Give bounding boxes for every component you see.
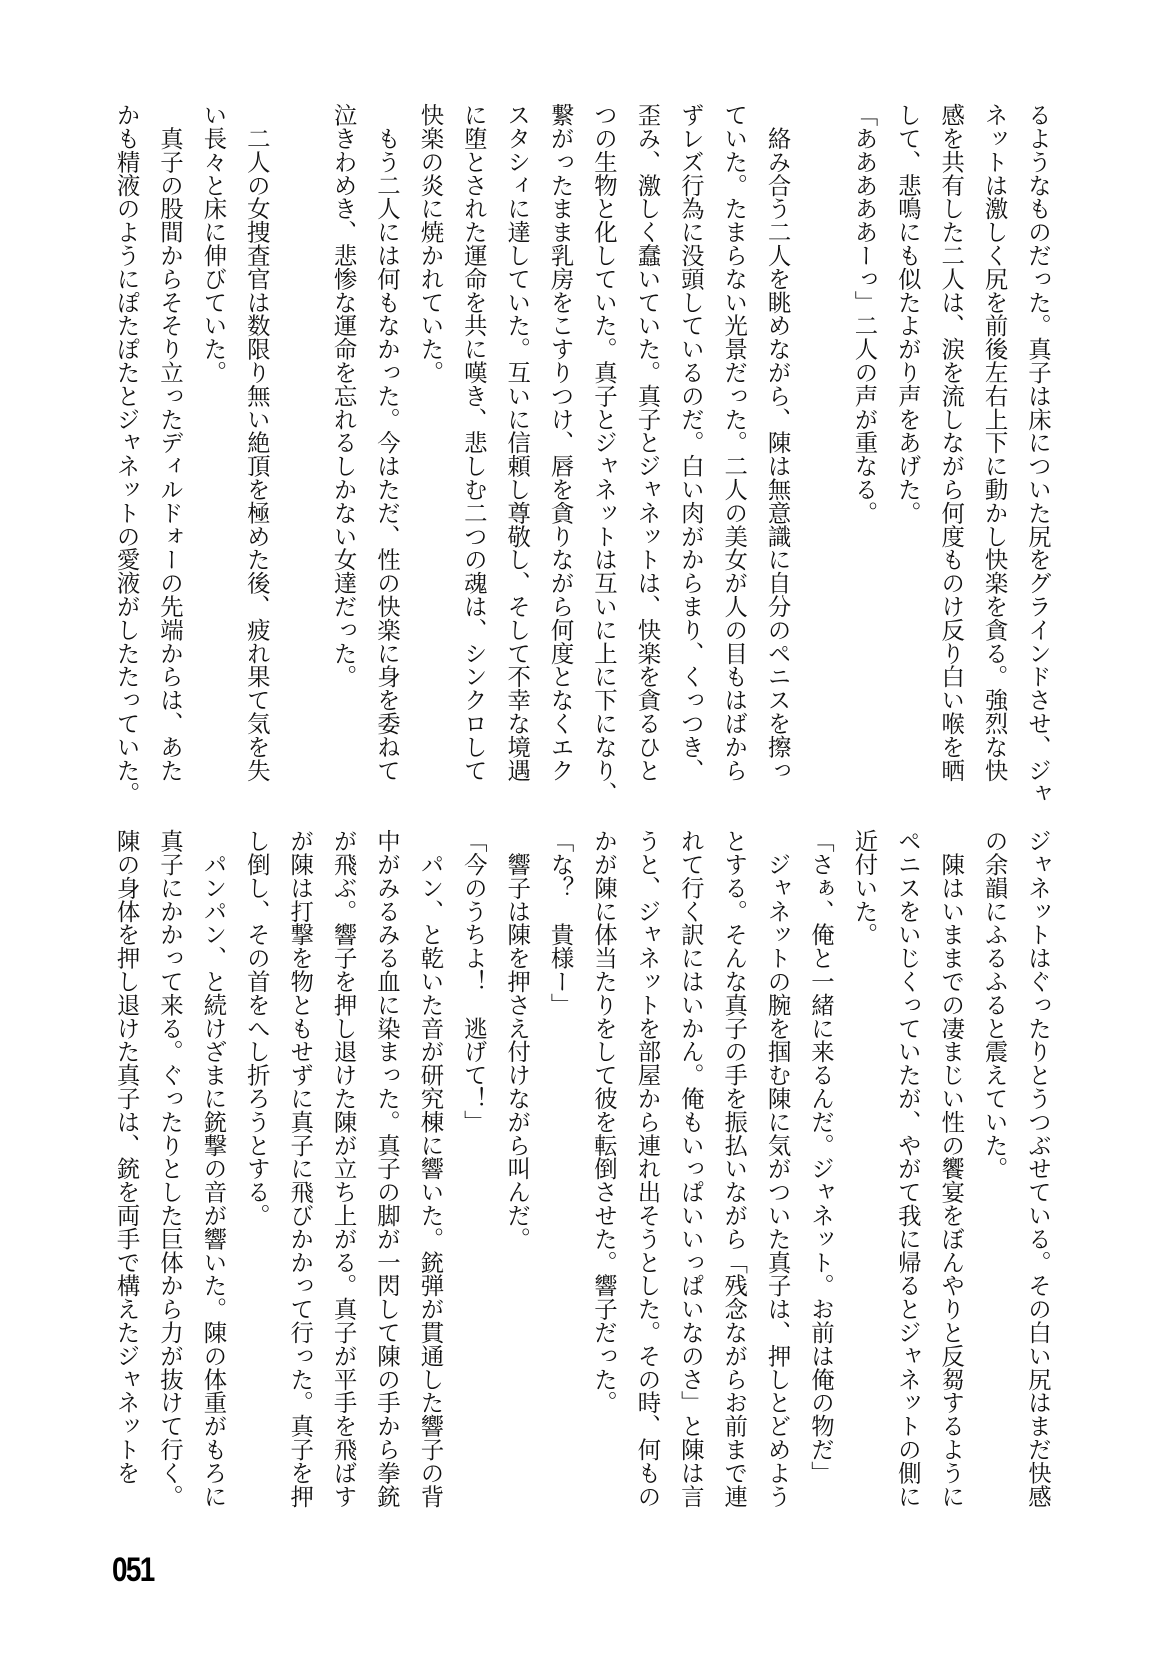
text-column: うと、ジャネットを部屋から連れ出そうとした。その時、何もの [633,829,662,1508]
page-number: 051 [112,1551,154,1589]
text-column: 快楽の炎に焼かれていた。 [416,103,445,384]
text-column: ペニスをいじくっていたが、やがて我に帰るとジャネットの側に [893,829,922,1508]
text-column: 中がみるみる血に染まった。真子の脚が一閃して陳の手から拳銃 [373,829,401,1508]
text-column: ジャネットはぐったりとうつぶせている。その白い尻はまだ快感 [1024,829,1052,1508]
text-column: 感を共有した二人は、涙を流しながら何度ものけ反り白い喉を晒 [937,103,966,782]
text-column: 真子の股間からそそり立ったディルドォーの先端からは、あた [156,103,184,782]
text-column: つの生物と化していた。真子とジャネットは互いに上に下になり、 [590,103,618,805]
text-column: もう二人には何もなかった。今はただ、性の快楽に身を委ねて [373,103,401,782]
text-column: が飛ぶ。響子を押し退けた陳が立ち上がる。真子が平手を飛ばす [329,829,358,1508]
text-column: が陳は打撃を物ともせずに真子に飛びかかって行った。真子を押 [286,829,315,1508]
text-column: 歪み、激しく蠢いていた。真子とジャネットは、快楽を貪るひと [633,103,662,782]
text-column: ていた。たまらない光景だった。二人の美女が人の目もはばから [720,103,749,782]
text-column: 「今のうちよ！ 逃げて！」 [459,829,488,1134]
text-column: 「さぁ、俺と一緒に来るんだ。ジャネット。お前は俺の物だ」 [807,829,835,1485]
text-column: 泣きわめき、悲惨な運命を忘れるしかない女達だった。 [329,103,358,688]
text-column [288,103,312,808]
text-column: に堕とされた運命を共に嘆き、悲しむ二つの魂は、シンクロして [459,103,488,782]
text-column: パンパン、と続けざまに銃撃の音が響いた。陳の体重がもろに [199,829,228,1508]
text-column: スタシィに達していた。互いに信頼し尊敬し、そして不幸な境遇 [503,103,532,782]
text-column: れて行く訳にはいかん。俺もいっぱいいっぱいなのさ」と陳は言 [676,829,705,1508]
text-column: 絡み合う二人を眺めながら、陳は無意識に自分のペニスを擦っ [763,103,792,782]
text-column: の余韻にふるふると震えていた。 [980,829,1009,1180]
text-column: ネットは激しく尻を前後左右上下に動かし快楽を貪る。強烈な快 [980,103,1009,782]
text-column: パン、と乾いた音が研究棟に響いた。銃弾が貫通した響子の背 [416,829,445,1508]
text-column: して、悲鳴にも似たよがり声をあげた。 [893,103,922,525]
text-column: ずレズ行為に没頭しているのだ。白い肉がからまり、くっつき、 [676,103,705,782]
text-column: かも精液のようにぽたぽたとジャネットの愛液がしたたっていた。 [112,103,141,805]
text-column: し倒し、その首をへし折ろうとする。 [242,829,271,1227]
text-column: 繋がったまま乳房をこすりつけ、唇を貪りながら何度となくエク [546,103,575,782]
text-column: 響子は陳を押さえ付けながら叫んだ。 [503,829,532,1251]
text-column: 「あああああーっ」二人の声が重なる。 [850,103,879,525]
lower-text-block [0,829,1165,1534]
upper-text-block [0,103,1165,808]
text-column: 二人の女捜査官は数限り無い絶頂を極めた後、疲れ果て気を失 [242,103,271,782]
text-column: 陳の身体を押し退けた真子は、銃を両手で構えたジャネットを [112,829,141,1485]
text-column: 近付いた。 [850,829,879,946]
text-column: とする。そんな真子の手を振払いながら「残念ながらお前まで連 [720,829,749,1508]
text-column: かが陳に体当たりをして彼を転倒させた。響子だった。 [590,829,618,1414]
text-column: 「な？ 貴様ー」 [546,829,575,1017]
text-column [809,103,833,808]
text-column: るようなものだった。真子は床についた尻をグラインドさせ、ジャ [1024,103,1052,805]
text-column: ジャネットの腕を掴む陳に気がついた真子は、押しとどめよう [763,829,792,1508]
text-column: 陳はいままでの凄まじい性の饗宴をぼんやりと反芻するように [937,829,966,1508]
text-column: い長々と床に伸びていた。 [199,103,228,384]
text-column: 真子にかかって来る。ぐったりとした巨体から力が抜けて行く。 [156,829,184,1508]
